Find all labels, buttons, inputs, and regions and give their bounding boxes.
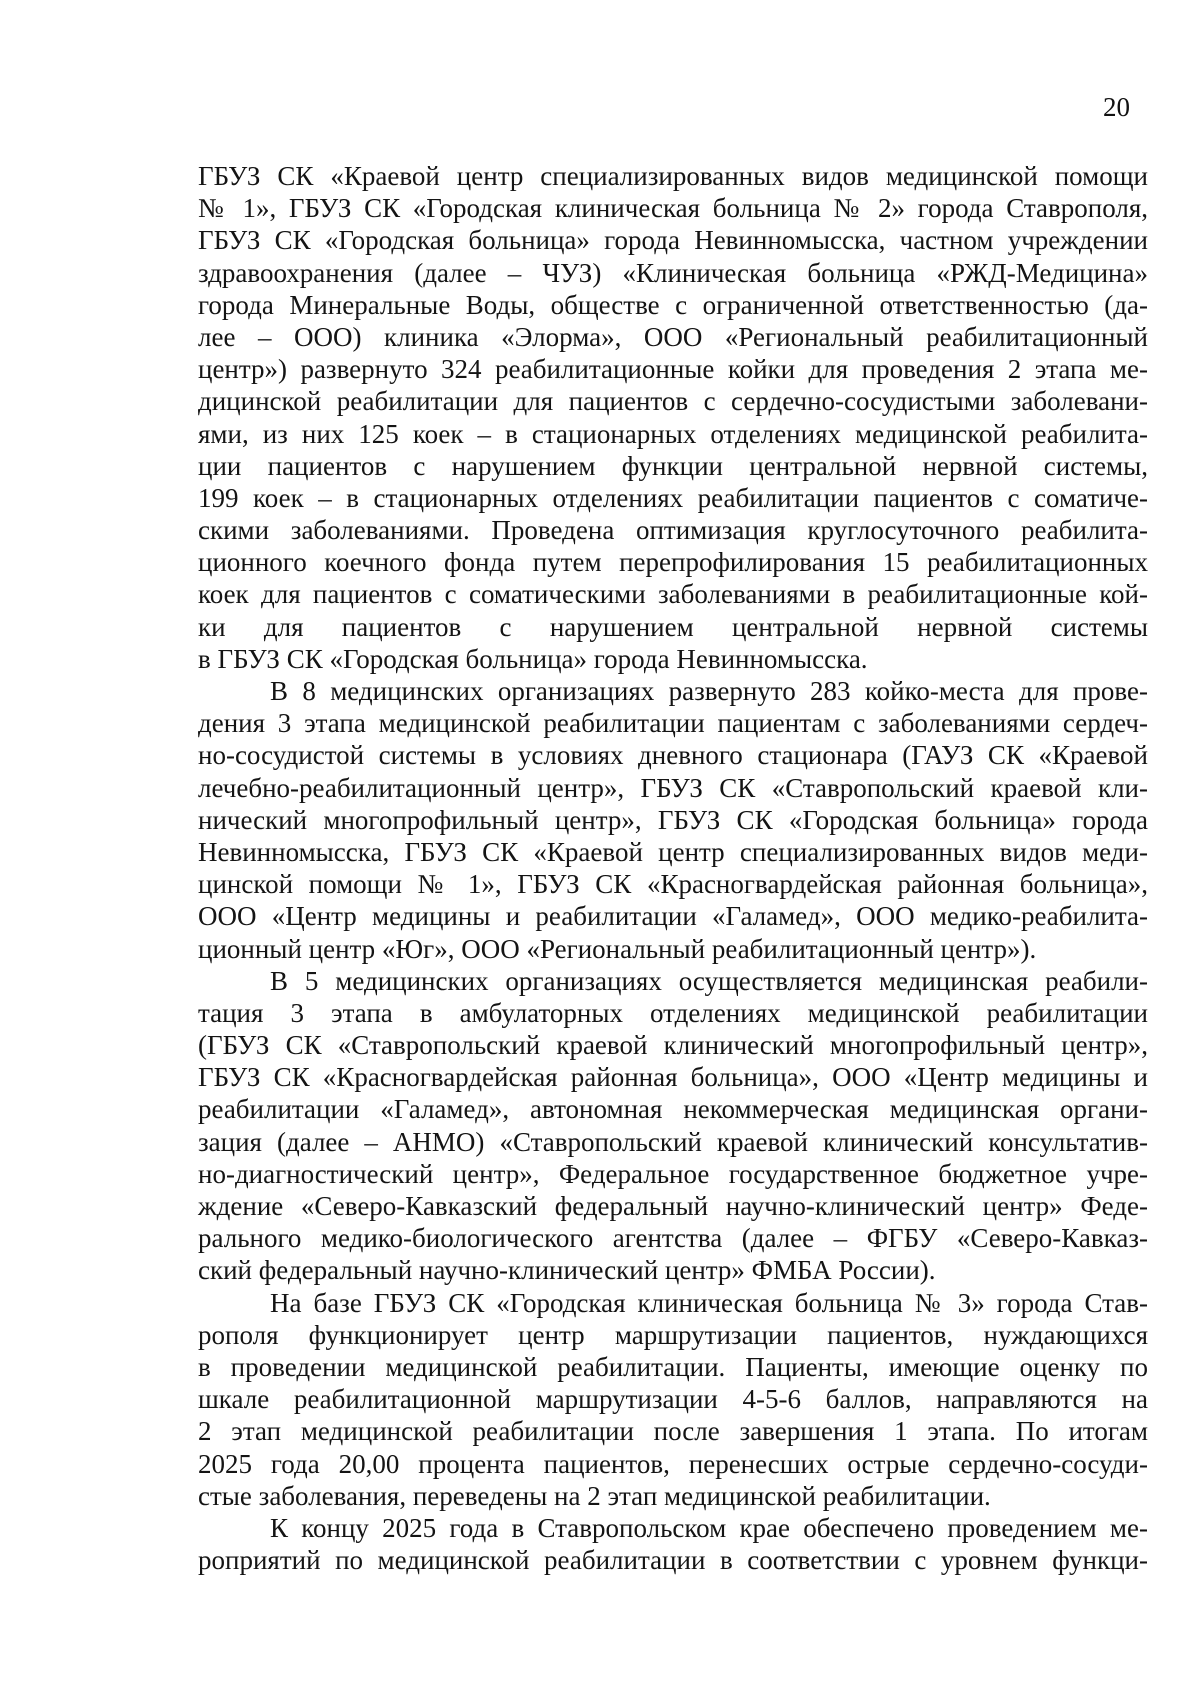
text-line: лее – ООО) клиника «Элорма», ООО «Региональный реабилитационный: [198, 321, 1148, 352]
text-line: стые заболевания, переведены на 2 этап медицинской реабилитации.: [198, 1480, 991, 1511]
text-line: К концу 2025 года в Ставропольском крае обеспечено проведением ме-: [270, 1512, 1148, 1543]
text-line: зация (далее – АНМО) «Ставропольский краевой клинический консультатив-: [198, 1126, 1148, 1157]
text-line: рального медико-биологического агентства (далее – ФГБУ «Северо-Кавказ-: [198, 1223, 1148, 1254]
text-line: дицинской реабилитации для пациентов с сердечно-сосудистыми заболевани-: [198, 386, 1148, 417]
text-line: ционного коечного фонда путем перепрофилирования 15 реабилитационных: [198, 547, 1148, 578]
text-line: 2 этап медицинской реабилитации после завершения 1 этапа. По итогам: [198, 1416, 1148, 1447]
text-line: шкале реабилитационной маршрутизации 4-5-6 баллов, направляются на: [198, 1384, 1148, 1415]
text-line: но-диагностический центр», Федеральное государственное бюджетное учре-: [198, 1158, 1148, 1189]
paragraph: [198, 160, 1148, 675]
text-line: нический многопрофильный центр», ГБУЗ СК «Городская больница» города: [198, 804, 1148, 835]
text-line: рополя функционирует центр маршрутизации пациентов, нуждающихся: [198, 1319, 1148, 1350]
paragraph: [198, 965, 1148, 1287]
text-line: ждение «Северо-Кавказский федеральный научно-клинический центр» Феде-: [198, 1191, 1148, 1221]
text-line: ционный центр «Юг», ООО «Региональный реабилитационный центр»).: [198, 933, 1037, 964]
text-line: В 5 медицинских организациях осуществляется медицинская реабили-: [270, 965, 1148, 996]
text-line: в ГБУЗ СК «Городская больница» города Невинномысска.: [198, 643, 868, 674]
text-line: ки для пациентов с нарушением центральной нервной системы: [198, 611, 1148, 642]
text-line: дения 3 этапа медицинской реабилитации пациентам с заболеваниями сердеч-: [198, 708, 1148, 739]
text-line: цинской помощи № 1», ГБУЗ СК «Красногвардейская районная больница»,: [198, 869, 1148, 900]
text-line: ООО «Центр медицины и реабилитации «Галамед», ООО медико-реабилита-: [198, 901, 1148, 932]
paragraph: [198, 675, 1148, 965]
text-line: реабилитации «Галамед», автономная некоммерческая медицинская органи-: [198, 1094, 1148, 1125]
text-line: центр») развернуто 324 реабилитационные койки для проведения 2 этапа ме-: [198, 354, 1148, 385]
text-line: 199 коек – в стационарных отделениях реабилитации пациентов с соматиче-: [198, 482, 1148, 513]
text-line: города Минеральные Воды, обществе с ограниченной ответственностью (да-: [198, 289, 1148, 320]
text-line: тация 3 этапа в амбулаторных отделениях медицинской реабилитации: [198, 997, 1148, 1028]
text-line: скими заболеваниями. Проведена оптимизация круглосуточного реабилита-: [198, 515, 1148, 546]
text-line: ГБУЗ СК «Красногвардейская районная больница», ООО «Центр медицины и: [198, 1062, 1148, 1093]
text-line: лечебно-реабилитационный центр», ГБУЗ СК «Ставропольский краевой кли-: [198, 772, 1148, 803]
text-line: № 1», ГБУЗ СК «Городская клиническая больница № 2» города Ставрополя,: [198, 193, 1148, 224]
text-line: но-сосудистой системы в условиях дневного стационара (ГАУЗ СК «Краевой: [198, 740, 1148, 771]
text-line: В 8 медицинских организациях развернуто 283 койко-места для прове-: [270, 676, 1148, 706]
text-line: здравоохранения (далее – ЧУЗ) «Клиническая больница «РЖД-Медицина»: [198, 257, 1148, 288]
page-number: 20: [1103, 92, 1130, 122]
text-line: ции пациентов с нарушением функции центральной нервной системы,: [198, 450, 1148, 481]
text-line: в проведении медицинской реабилитации. Пациенты, имеющие оценку по: [198, 1351, 1148, 1382]
text-line: роприятий по медицинской реабилитации в соответствии с уровнем функци-: [198, 1545, 1148, 1576]
text-line: Невинномысска, ГБУЗ СК «Краевой центр специализированных видов меди-: [198, 836, 1148, 867]
text-line: На базе ГБУЗ СК «Городская клиническая больница № 3» города Став-: [270, 1287, 1148, 1318]
paragraph: [198, 1512, 1148, 1576]
paragraph: [198, 1287, 1148, 1512]
text-line: (ГБУЗ СК «Ставропольский краевой клинический многопрофильный центр»,: [198, 1030, 1148, 1061]
text-line: коек для пациентов с соматическими заболеваниями в реабилитационные кой-: [198, 579, 1148, 610]
text-line: ГБУЗ СК «Краевой центр специализированных видов медицинской помощи: [198, 161, 1148, 191]
text-line: ский федеральный научно-клинический центр» ФМБА России).: [198, 1255, 936, 1286]
document-body: [198, 160, 1148, 1576]
text-line: ГБУЗ СК «Городская больница» города Невинномысска, частном учреждении: [198, 225, 1148, 256]
text-line: 2025 года 20,00 процента пациентов, перенесших острые сердечно-сосуди-: [198, 1448, 1148, 1479]
text-line: ями, из них 125 коек – в стационарных отделениях медицинской реабилита-: [198, 418, 1148, 449]
